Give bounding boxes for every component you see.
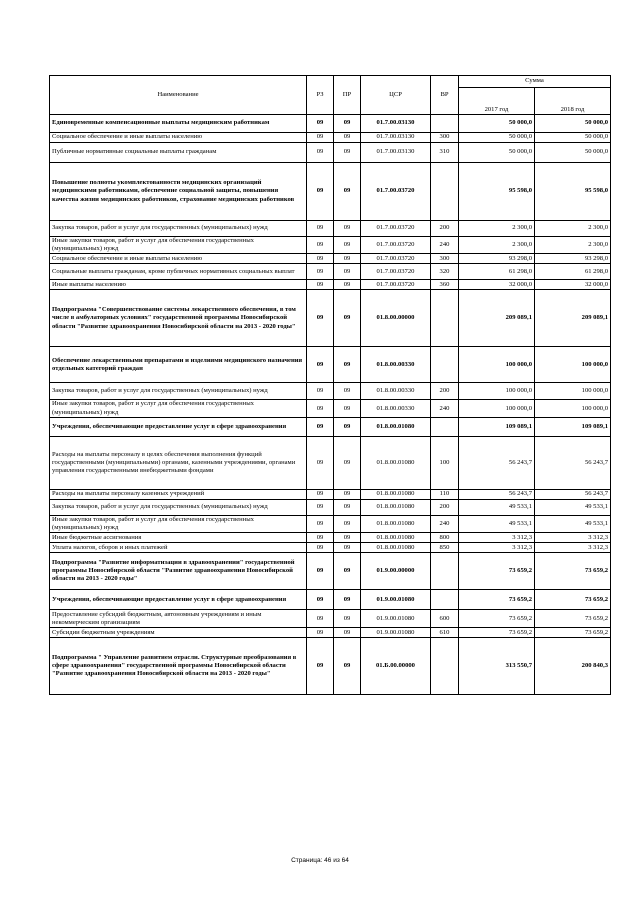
- cell-vr: 320: [431, 264, 459, 280]
- cell-2018: 100 000,0: [535, 383, 611, 400]
- cell-name: Обеспечение лекарственными препаратами и изделиями медицинского назначения отдельных категорий граждан: [50, 347, 307, 383]
- cell-pr: 09: [334, 290, 361, 347]
- table-row: [50, 163, 611, 221]
- cell-2018: 56 243,7: [535, 436, 611, 489]
- header-vr: ВР: [431, 76, 459, 115]
- cell-pr: 09: [334, 499, 361, 515]
- cell-name: Иные бюджетные ассигнования: [50, 533, 307, 543]
- cell-pr: 09: [334, 237, 361, 254]
- cell-vr: [431, 590, 459, 610]
- cell-csr: 01.8.00.01080: [361, 515, 431, 532]
- cell-pr: 09: [334, 280, 361, 290]
- cell-csr: 01.7.00.03720: [361, 254, 431, 264]
- cell-2018: 200 840,3: [535, 638, 611, 695]
- cell-2017: 50 000,0: [459, 133, 535, 143]
- cell-2018: 95 598,0: [535, 163, 611, 221]
- cell-vr: 200: [431, 221, 459, 237]
- cell-name: Расходы на выплаты персоналу казенных учреждений: [50, 489, 307, 499]
- header-pr: ПР: [334, 76, 361, 115]
- cell-name: Субсидии бюджетным учреждениям: [50, 628, 307, 638]
- table-row: [50, 499, 611, 515]
- cell-vr: 100: [431, 436, 459, 489]
- cell-pr: 09: [334, 489, 361, 499]
- header-sum: Сумма: [459, 76, 611, 88]
- cell-rz: 09: [307, 237, 334, 254]
- header-name: Наименование: [50, 76, 307, 115]
- cell-2018: 73 659,2: [535, 553, 611, 590]
- cell-csr: 01.7.00.03720: [361, 280, 431, 290]
- table-row: [50, 221, 611, 237]
- cell-csr: 01.9.00.01080: [361, 590, 431, 610]
- table-row: [50, 610, 611, 628]
- cell-2018: 61 298,0: [535, 264, 611, 280]
- cell-2017: 50 000,0: [459, 115, 535, 133]
- cell-csr: 01.8.00.00330: [361, 383, 431, 400]
- table-row: [50, 543, 611, 553]
- cell-2018: 109 089,1: [535, 417, 611, 436]
- cell-csr: 01.9.00.00000: [361, 553, 431, 590]
- cell-2018: 73 659,2: [535, 590, 611, 610]
- cell-pr: 09: [334, 610, 361, 628]
- cell-name: Иные закупки товаров, работ и услуг для обеспечения государственных (муниципальных) нужд: [50, 400, 307, 417]
- page-footer: Страница: 46 из 64: [291, 857, 349, 864]
- cell-pr: 09: [334, 553, 361, 590]
- cell-2017: 209 089,1: [459, 290, 535, 347]
- cell-2017: 32 000,0: [459, 280, 535, 290]
- table-row: [50, 347, 611, 383]
- cell-2017: 3 312,3: [459, 543, 535, 553]
- cell-rz: 09: [307, 400, 334, 417]
- cell-2018: 73 659,2: [535, 628, 611, 638]
- cell-csr: 01.9.00.01080: [361, 610, 431, 628]
- cell-pr: 09: [334, 163, 361, 221]
- cell-2018: 49 533,1: [535, 499, 611, 515]
- cell-rz: 09: [307, 417, 334, 436]
- cell-pr: 09: [334, 417, 361, 436]
- cell-pr: 09: [334, 347, 361, 383]
- cell-2017: 2 300,0: [459, 237, 535, 254]
- cell-2017: 109 089,1: [459, 417, 535, 436]
- cell-rz: 09: [307, 347, 334, 383]
- table-row: [50, 133, 611, 143]
- cell-vr: 300: [431, 254, 459, 264]
- cell-name: Социальные выплаты гражданам, кроме публичных нормативных социальных выплат: [50, 264, 307, 280]
- cell-2018: 100 000,0: [535, 347, 611, 383]
- table-row: [50, 553, 611, 590]
- cell-name: Иные закупки товаров, работ и услуг для обеспечения государственных (муниципальных) нужд: [50, 515, 307, 532]
- cell-rz: 09: [307, 489, 334, 499]
- cell-name: Единовременные компенсационные выплаты медицинским работникам: [50, 115, 307, 133]
- cell-pr: 09: [334, 400, 361, 417]
- table-row: [50, 280, 611, 290]
- cell-rz: 09: [307, 436, 334, 489]
- cell-vr: 240: [431, 237, 459, 254]
- cell-rz: 09: [307, 590, 334, 610]
- cell-rz: 09: [307, 280, 334, 290]
- cell-2018: 3 312,3: [535, 533, 611, 543]
- table-row: [50, 590, 611, 610]
- cell-2018: 50 000,0: [535, 133, 611, 143]
- cell-vr: [431, 553, 459, 590]
- header-year-2017: 2017 год: [459, 88, 535, 115]
- cell-csr: 01.7.00.03720: [361, 221, 431, 237]
- cell-name: Предоставление субсидий бюджетным, автономным учреждениям и иным некоммерческим организациям: [50, 610, 307, 628]
- cell-2017: 49 533,1: [459, 515, 535, 532]
- cell-2018: 3 312,3: [535, 543, 611, 553]
- cell-rz: 09: [307, 543, 334, 553]
- cell-pr: 09: [334, 590, 361, 610]
- cell-name: Повышение полноты укомплектованности медицинских организаций медицинскими работниками, обеспечение социальной защиты, повышения качества жизни медицинских работников, страхование медицинских работников: [50, 163, 307, 221]
- cell-2018: 209 089,1: [535, 290, 611, 347]
- cell-2017: 2 300,0: [459, 221, 535, 237]
- cell-name: Подпрограмма " Управление развитием отрасли. Структурные преобразования в сфере здравоохранения" государственной программы Новосибирской области "Развитие здравоохранения Новосибирской области на 2013 - 2020 годы": [50, 638, 307, 695]
- cell-rz: 09: [307, 290, 334, 347]
- cell-vr: 310: [431, 143, 459, 163]
- cell-2017: 3 312,3: [459, 533, 535, 543]
- table-row: [50, 383, 611, 400]
- cell-rz: 09: [307, 143, 334, 163]
- cell-pr: 09: [334, 264, 361, 280]
- cell-pr: 09: [334, 143, 361, 163]
- table-row: [50, 515, 611, 532]
- cell-vr: 610: [431, 628, 459, 638]
- cell-rz: 09: [307, 610, 334, 628]
- cell-2017: 100 000,0: [459, 400, 535, 417]
- cell-name: Закупка товаров, работ и услуг для государственных (муниципальных) нужд: [50, 221, 307, 237]
- cell-csr: 01.8.00.01080: [361, 436, 431, 489]
- table-row: [50, 143, 611, 163]
- table-row: [50, 290, 611, 347]
- cell-pr: 09: [334, 515, 361, 532]
- cell-vr: 200: [431, 383, 459, 400]
- cell-pr: 09: [334, 436, 361, 489]
- cell-name: Уплата налогов, сборов и иных платежей: [50, 543, 307, 553]
- cell-vr: [431, 638, 459, 695]
- cell-2017: 61 298,0: [459, 264, 535, 280]
- cell-2018: 50 000,0: [535, 143, 611, 163]
- cell-csr: 01.7.00.03720: [361, 237, 431, 254]
- cell-name: Расходы на выплаты персоналу в целях обеспечения выполнения функций государственными (муниципальными) органами, казенными учреждениями, органами управления государственными внебюджетными фондами: [50, 436, 307, 489]
- cell-pr: 09: [334, 254, 361, 264]
- cell-2018: 2 300,0: [535, 221, 611, 237]
- cell-name: Социальное обеспечение и иные выплаты населению: [50, 133, 307, 143]
- cell-name: Подпрограмма "Развитие информатизации в здравоохранении" государственной программы Новосибирской области "Развитие здравоохранения Новосибирской области на 2013 - 2020 годы": [50, 553, 307, 590]
- header-year-2018: 2018 год: [535, 88, 611, 115]
- cell-csr: 01.8.00.01080: [361, 533, 431, 543]
- cell-2017: 73 659,2: [459, 590, 535, 610]
- cell-vr: [431, 163, 459, 221]
- table-row: [50, 254, 611, 264]
- cell-2017: 100 000,0: [459, 383, 535, 400]
- cell-2018: 2 300,0: [535, 237, 611, 254]
- cell-pr: 09: [334, 543, 361, 553]
- cell-vr: [431, 417, 459, 436]
- cell-rz: 09: [307, 553, 334, 590]
- cell-pr: 09: [334, 133, 361, 143]
- cell-csr: 01.7.00.03720: [361, 264, 431, 280]
- cell-rz: 09: [307, 638, 334, 695]
- cell-2018: 93 298,0: [535, 254, 611, 264]
- cell-2017: 93 298,0: [459, 254, 535, 264]
- cell-csr: 01.8.00.01080: [361, 417, 431, 436]
- cell-name: Подпрограмма "Совершенствование системы лекарственного обеспечения, в том числе в амбулаторных условиях" государственной программы Новосибирской области "Развитие здравоохранения Новосибирской области на 2013 - 2020 годы": [50, 290, 307, 347]
- cell-2017: 95 598,0: [459, 163, 535, 221]
- cell-rz: 09: [307, 163, 334, 221]
- cell-rz: 09: [307, 115, 334, 133]
- cell-name: Социальное обеспечение и иные выплаты населению: [50, 254, 307, 264]
- cell-vr: 800: [431, 533, 459, 543]
- cell-rz: 09: [307, 383, 334, 400]
- cell-csr: 01.8.00.00330: [361, 400, 431, 417]
- cell-vr: 300: [431, 133, 459, 143]
- cell-csr: 01.8.00.00000: [361, 290, 431, 347]
- cell-2017: 100 000,0: [459, 347, 535, 383]
- cell-2017: 50 000,0: [459, 143, 535, 163]
- table-row: [50, 628, 611, 638]
- cell-2018: 100 000,0: [535, 400, 611, 417]
- cell-2018: 32 000,0: [535, 280, 611, 290]
- cell-csr: 01.7.00.03130: [361, 143, 431, 163]
- table-row: [50, 115, 611, 133]
- cell-2018: 50 000,0: [535, 115, 611, 133]
- cell-vr: 600: [431, 610, 459, 628]
- cell-pr: 09: [334, 628, 361, 638]
- cell-2017: 73 659,2: [459, 610, 535, 628]
- cell-rz: 09: [307, 628, 334, 638]
- cell-vr: [431, 347, 459, 383]
- cell-vr: 200: [431, 499, 459, 515]
- table-row: [50, 237, 611, 254]
- cell-csr: 01.8.00.01080: [361, 499, 431, 515]
- cell-pr: 09: [334, 383, 361, 400]
- cell-2017: 73 659,2: [459, 553, 535, 590]
- table-row: [50, 436, 611, 489]
- cell-name: Закупка товаров, работ и услуг для государственных (муниципальных) нужд: [50, 499, 307, 515]
- cell-rz: 09: [307, 264, 334, 280]
- table-row: [50, 638, 611, 695]
- cell-vr: 360: [431, 280, 459, 290]
- cell-name: Иные выплаты населению: [50, 280, 307, 290]
- cell-rz: 09: [307, 515, 334, 532]
- cell-csr: 01.7.00.03130: [361, 133, 431, 143]
- table-row: [50, 417, 611, 436]
- table-row: [50, 533, 611, 543]
- cell-2018: 49 533,1: [535, 515, 611, 532]
- budget-table: [49, 75, 611, 695]
- cell-2018: 56 243,7: [535, 489, 611, 499]
- cell-name: Иные закупки товаров, работ и услуг для обеспечения государственных (муниципальных) нужд: [50, 237, 307, 254]
- cell-vr: [431, 115, 459, 133]
- cell-csr: 01.Б.00.00000: [361, 638, 431, 695]
- cell-2017: 73 659,2: [459, 628, 535, 638]
- cell-name: Публичные нормативные социальные выплаты гражданам: [50, 143, 307, 163]
- cell-2018: 73 659,2: [535, 610, 611, 628]
- cell-csr: 01.8.00.00330: [361, 347, 431, 383]
- cell-name: Учреждения, обеспечивающие предоставление услуг в сфере здравоохранения: [50, 417, 307, 436]
- cell-2017: 49 533,1: [459, 499, 535, 515]
- cell-2017: 56 243,7: [459, 489, 535, 499]
- cell-rz: 09: [307, 133, 334, 143]
- cell-csr: 01.8.00.01080: [361, 543, 431, 553]
- table-row: [50, 489, 611, 499]
- header-csr: ЦСР: [361, 76, 431, 115]
- cell-vr: [431, 290, 459, 347]
- cell-pr: 09: [334, 638, 361, 695]
- cell-csr: 01.9.00.01080: [361, 628, 431, 638]
- cell-2017: 313 550,7: [459, 638, 535, 695]
- cell-vr: 240: [431, 400, 459, 417]
- cell-name: Учреждения, обеспечивающие предоставление услуг в сфере здравоохранения: [50, 590, 307, 610]
- header-rz: РЗ: [307, 76, 334, 115]
- table-row: [50, 264, 611, 280]
- cell-vr: 240: [431, 515, 459, 532]
- table-row: [50, 400, 611, 417]
- cell-rz: 09: [307, 254, 334, 264]
- cell-rz: 09: [307, 499, 334, 515]
- cell-pr: 09: [334, 115, 361, 133]
- cell-vr: 110: [431, 489, 459, 499]
- cell-rz: 09: [307, 221, 334, 237]
- cell-csr: 01.7.00.03130: [361, 115, 431, 133]
- cell-pr: 09: [334, 221, 361, 237]
- cell-name: Закупка товаров, работ и услуг для государственных (муниципальных) нужд: [50, 383, 307, 400]
- cell-rz: 09: [307, 533, 334, 543]
- cell-csr: 01.8.00.01080: [361, 489, 431, 499]
- cell-pr: 09: [334, 533, 361, 543]
- cell-vr: 850: [431, 543, 459, 553]
- cell-2017: 56 243,7: [459, 436, 535, 489]
- cell-csr: 01.7.00.03720: [361, 163, 431, 221]
